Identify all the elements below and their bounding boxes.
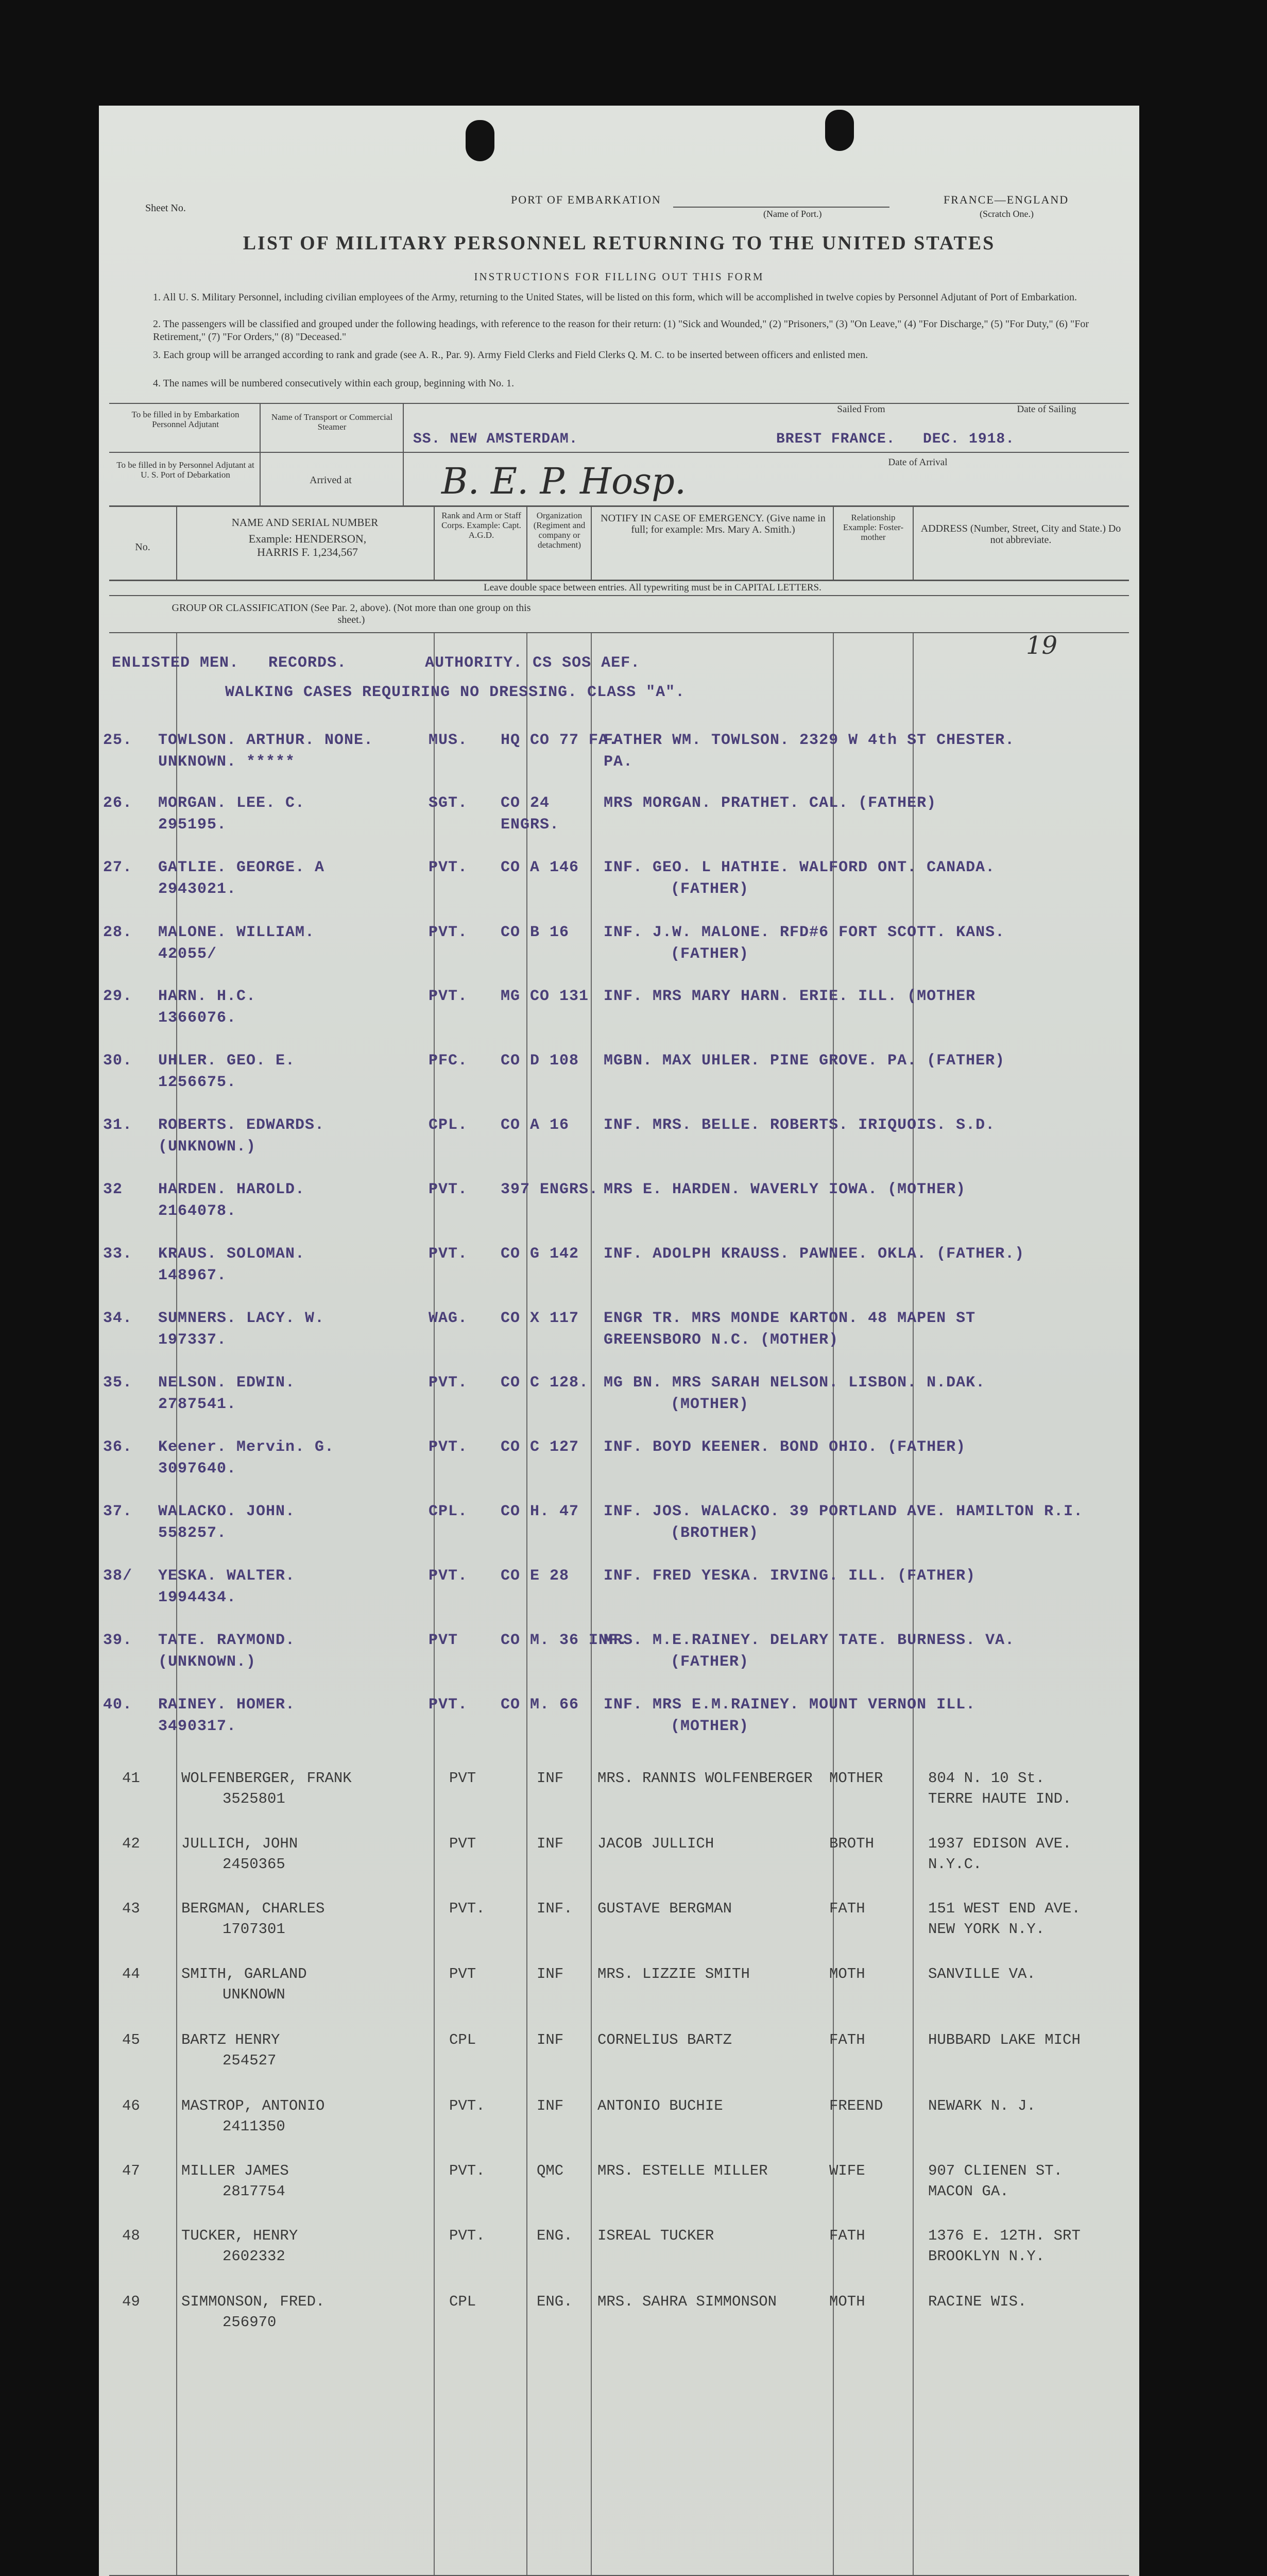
entry-org: CO G 142 bbox=[501, 1245, 579, 1263]
entry-notify-line2: (FATHER) bbox=[671, 945, 749, 963]
entry-rank: PVT. bbox=[429, 1374, 468, 1392]
entry-org: CO A 16 bbox=[501, 1116, 570, 1134]
entry-serial: 1994434. bbox=[158, 1589, 237, 1606]
entry-no: 27. bbox=[103, 859, 133, 876]
entry-org: CO C 128. bbox=[501, 1374, 589, 1392]
entry-address: 151 WEST END AVE. bbox=[928, 1900, 1081, 1917]
entry-notify: ENGR TR. MRS MONDE KARTON. 48 MAPEN ST bbox=[604, 1310, 976, 1327]
col-no: No. bbox=[135, 541, 150, 553]
entry-rank: PVT. bbox=[449, 1900, 485, 1917]
entry-notify: CORNELIUS BARTZ bbox=[597, 2031, 732, 2048]
entry-rank: PVT. bbox=[429, 859, 468, 876]
entry-notify-line2: (MOTHER) bbox=[671, 1718, 749, 1735]
entry-rank: PFC. bbox=[429, 1052, 468, 1070]
entry-no: 49 bbox=[122, 2293, 140, 2310]
entry-notify-line2: (FATHER) bbox=[671, 880, 749, 898]
filled-by-embarkation: To be filled in by Embarkation Personnel Adjutant bbox=[131, 410, 239, 429]
entry-no: 40. bbox=[103, 1696, 133, 1714]
group-top-rule bbox=[109, 595, 1129, 596]
entry-name: MALONE. WILLIAM. bbox=[158, 924, 315, 941]
voyage-div-1 bbox=[260, 403, 261, 506]
entry-notify: ANTONIO BUCHIE bbox=[597, 2097, 723, 2114]
transport-label: Name of Transport or Commercial Steamer bbox=[271, 412, 393, 432]
entry-address: 907 CLIENEN ST. bbox=[928, 2162, 1063, 2179]
entry-notify: MRS. RANNIS WOLFENBERGER bbox=[597, 1770, 813, 1787]
group-label: GROUP OR CLASSIFICATION (See Par. 2, above). (Not more than one group on this sheet.) bbox=[172, 602, 531, 625]
port-underline bbox=[673, 207, 889, 208]
entry-rank: MUS. bbox=[429, 732, 468, 749]
entry-name: RAINEY. HOMER. bbox=[158, 1696, 296, 1714]
col-notify: NOTIFY IN CASE OF EMERGENCY. (Give name in full; for example: Mrs. Mary A. Smith.) bbox=[601, 513, 826, 535]
port-label: PORT OF EMBARKATION bbox=[511, 193, 661, 206]
filled-by-debarkation: To be filled in by Personnel Adjutant at U. S. Port of Debarkation bbox=[116, 460, 254, 480]
entry-notify: MG BN. MRS SARAH NELSON. LISBON. N.DAK. bbox=[604, 1374, 986, 1392]
entry-org: CO C 127 bbox=[501, 1438, 579, 1456]
entry-name: GATLIE. GEORGE. A bbox=[158, 859, 325, 876]
entry-org: MG CO 131 bbox=[501, 988, 589, 1005]
entry-serial: 295195. bbox=[158, 816, 227, 834]
entry-org: CO X 117 bbox=[501, 1310, 579, 1327]
instruction-4: 4. The names will be numbered consecutively within each group, beginning with No. 1. bbox=[153, 378, 515, 389]
entry-serial: UNKNOWN bbox=[222, 1986, 285, 2003]
entry-relationship: FATH bbox=[829, 2227, 865, 2244]
transport-value: SS. NEW AMSTERDAM. bbox=[413, 431, 578, 447]
entry-name: HARN. H.C. bbox=[158, 988, 256, 1005]
entry-rank: WAG. bbox=[429, 1310, 468, 1327]
col-div-rel bbox=[913, 506, 914, 580]
entry-rank: PVT bbox=[429, 1632, 458, 1649]
col-rank: Rank and Arm or Staff Corps. Example: Capt. A.G.D. bbox=[441, 511, 521, 540]
entry-relationship: BROTH bbox=[829, 1835, 875, 1852]
instructions-heading: INSTRUCTIONS FOR FILLING OUT THIS FORM bbox=[474, 270, 764, 283]
entry-org: CO A 146 bbox=[501, 859, 579, 876]
entry-notify: INF. GEO. L HATHIE. WALFORD ONT. CANADA. bbox=[604, 859, 996, 876]
arrived-at-value: B. E. P. Hosp. bbox=[441, 460, 687, 502]
entry-rank: PVT. bbox=[449, 2227, 485, 2244]
col-name: NAME AND SERIAL NUMBER bbox=[231, 516, 379, 529]
entry-address: RACINE WIS. bbox=[928, 2293, 1027, 2310]
entry-no: 44 bbox=[122, 1965, 140, 1982]
entry-serial: 3097640. bbox=[158, 1460, 237, 1478]
voyage-div-2 bbox=[403, 403, 404, 506]
entry-serial: 2943021. bbox=[158, 880, 237, 898]
entry-org: INF bbox=[537, 1835, 564, 1852]
entry-serial: 2450365 bbox=[222, 1856, 285, 1873]
entry-org: CO M. 66 bbox=[501, 1696, 579, 1714]
entry-serial: 256970 bbox=[222, 2314, 277, 2331]
document-sheet bbox=[99, 106, 1139, 2576]
page-number: 19 bbox=[1026, 631, 1058, 660]
entry-name: HARDEN. HAROLD. bbox=[158, 1181, 305, 1198]
entry-rank: PVT. bbox=[429, 1245, 468, 1263]
entry-org: ENG. bbox=[537, 2227, 573, 2244]
entry-name: SUMNERS. LACY. W. bbox=[158, 1310, 325, 1327]
entry-no: 48 bbox=[122, 2227, 140, 2244]
entry-no: 25. bbox=[103, 732, 133, 749]
entry-notify: INF. MRS MARY HARN. ERIE. ILL. (MOTHER bbox=[604, 988, 976, 1005]
entry-org: CO 24 bbox=[501, 794, 550, 812]
body-div-org bbox=[591, 633, 592, 2575]
entry-name: KRAUS. SOLOMAN. bbox=[158, 1245, 305, 1263]
port-name-hint: (Name of Port.) bbox=[763, 209, 822, 219]
entry-notify: MGBN. MAX UHLER. PINE GROVE. PA. (FATHER) bbox=[604, 1052, 1005, 1070]
entry-name: JULLICH, JOHN bbox=[181, 1835, 298, 1852]
entry-no: 26. bbox=[103, 794, 133, 812]
entry-no: 37. bbox=[103, 1503, 133, 1520]
entry-serial: (UNKNOWN.) bbox=[158, 1138, 256, 1156]
entry-rank: PVT. bbox=[449, 2162, 485, 2179]
instruction-1: 1. All U. S. Military Personnel, including civilian employees of the Army, returning to the United States, will be listed on this form, which will be accomplished in twelve copies by Personnel Adjutant of Port of Embarkation. bbox=[153, 292, 1077, 303]
entry-no: 32 bbox=[103, 1181, 123, 1198]
date-sailing-label: Date of Sailing bbox=[1017, 404, 1076, 415]
entry-org-line2: ENGRS. bbox=[501, 816, 560, 834]
entry-rank: CPL bbox=[449, 2293, 476, 2310]
col-div-no bbox=[176, 506, 177, 580]
entry-address: 804 N. 10 St. bbox=[928, 1770, 1045, 1787]
entry-name: Keener. Mervin. G. bbox=[158, 1438, 335, 1456]
columns-bottom-rule bbox=[109, 580, 1129, 581]
entry-name: NELSON. EDWIN. bbox=[158, 1374, 296, 1392]
date-arrival-label: Date of Arrival bbox=[888, 457, 948, 468]
entry-notify: MRS. ESTELLE MILLER bbox=[597, 2162, 768, 2179]
entry-name: YESKA. WALTER. bbox=[158, 1567, 296, 1585]
entry-serial: 254527 bbox=[222, 2052, 277, 2069]
entry-org: INF bbox=[537, 2031, 564, 2048]
entry-serial: 2411350 bbox=[222, 2118, 285, 2135]
entry-no: 45 bbox=[122, 2031, 140, 2048]
punch-hole-left bbox=[466, 120, 494, 161]
entry-relationship: MOTHER bbox=[829, 1770, 883, 1787]
entry-relationship: FATH bbox=[829, 1900, 865, 1917]
entry-rank: PVT bbox=[449, 1770, 476, 1787]
entry-notify: FATHER WM. TOWLSON. 2329 W 4th ST CHESTER. bbox=[604, 732, 1015, 749]
sailed-from-label: Sailed From bbox=[837, 404, 885, 415]
group-line-1: ENLISTED MEN. RECORDS. AUTHORITY. CS SOS AEF. bbox=[112, 654, 641, 672]
col-org: Organization (Regiment and company or detachment) bbox=[533, 511, 586, 550]
entry-notify: MRS E. HARDEN. WAVERLY IOWA. (MOTHER) bbox=[604, 1181, 966, 1198]
voyage-top-rule bbox=[109, 403, 1129, 404]
entry-serial: UNKNOWN. ***** bbox=[158, 753, 296, 771]
instruction-3: 3. Each group will be arranged according to rank and grade (see A. R., Par. 9). Army Field Clerks and Field Clerks Q. M. C. to be inserted between officers and enlisted men. bbox=[153, 349, 868, 361]
entry-name: TOWLSON. ARTHUR. NONE. bbox=[158, 732, 374, 749]
sheet-no-label: Sheet No. bbox=[145, 202, 186, 214]
entry-name: MASTROP, ANTONIO bbox=[181, 2097, 325, 2114]
entry-no: 38/ bbox=[103, 1567, 133, 1585]
entry-address-line2: MACON GA. bbox=[928, 2183, 1009, 2200]
entry-no: 33. bbox=[103, 1245, 133, 1263]
entry-serial: 1707301 bbox=[222, 1921, 285, 1938]
entry-rank: PVT bbox=[449, 1965, 476, 1982]
entry-no: 41 bbox=[122, 1770, 140, 1787]
entry-no: 31. bbox=[103, 1116, 133, 1134]
entry-notify: MRS MORGAN. PRATHET. CAL. (FATHER) bbox=[604, 794, 937, 812]
entry-no: 42 bbox=[122, 1835, 140, 1852]
entry-org: CO E 28 bbox=[501, 1567, 570, 1585]
entry-rank: CPL. bbox=[429, 1503, 468, 1520]
entry-address-line2: TERRE HAUTE IND. bbox=[928, 1790, 1072, 1807]
entry-notify-line2: (BROTHER) bbox=[671, 1524, 759, 1542]
entry-no: 43 bbox=[122, 1900, 140, 1917]
entry-org: INF bbox=[537, 1770, 564, 1787]
entry-name: MORGAN. LEE. C. bbox=[158, 794, 305, 812]
entry-notify: INF. ADOLPH KRAUSS. PAWNEE. OKLA. (FATHER.) bbox=[604, 1245, 1025, 1263]
arrived-at-label: Arrived at bbox=[310, 474, 352, 486]
entry-name: TUCKER, HENRY bbox=[181, 2227, 298, 2244]
entry-name: UHLER. GEO. E. bbox=[158, 1052, 296, 1070]
entry-relationship: FATH bbox=[829, 2031, 865, 2048]
entry-relationship: MOTH bbox=[829, 1965, 865, 1982]
entry-rank: PVT. bbox=[429, 1696, 468, 1714]
entry-no: 36. bbox=[103, 1438, 133, 1456]
entry-notify: INF. MRS. BELLE. ROBERTS. IRIQUOIS. S.D. bbox=[604, 1116, 996, 1134]
entry-rank: PVT. bbox=[429, 1567, 468, 1585]
entry-notify: INF. BOYD KEENER. BOND OHIO. (FATHER) bbox=[604, 1438, 966, 1456]
entry-address: NEWARK N. J. bbox=[928, 2097, 1036, 2114]
route-label: FRANCE—ENGLAND bbox=[944, 193, 1069, 206]
entry-relationship: FREEND bbox=[829, 2097, 883, 2114]
entry-rank: SGT. bbox=[429, 794, 468, 812]
columns-note: Leave double space between entries. All typewriting must be in CAPITAL LETTERS. bbox=[484, 582, 821, 593]
entry-org: INF bbox=[537, 2097, 564, 2114]
entry-serial: 3525801 bbox=[222, 1790, 285, 1807]
entry-notify: MRS. LIZZIE SMITH bbox=[597, 1965, 750, 1982]
entry-notify-line2: PA. bbox=[604, 753, 634, 771]
entry-address: 1376 E. 12TH. SRT bbox=[928, 2227, 1081, 2244]
form-title: LIST OF MILITARY PERSONNEL RETURNING TO THE UNITED STATES bbox=[243, 232, 996, 254]
entry-rank: PVT. bbox=[449, 2097, 485, 2114]
col-div-notify bbox=[833, 506, 834, 580]
entry-org: HQ CO 77 FA. bbox=[501, 732, 619, 749]
entry-name: WALACKO. JOHN. bbox=[158, 1503, 296, 1520]
entry-serial: 197337. bbox=[158, 1331, 227, 1349]
col-div-org bbox=[591, 506, 592, 580]
entry-rank: CPL bbox=[449, 2031, 476, 2048]
col-address: ADDRESS (Number, Street, City and State.) Do not abbreviate. bbox=[920, 523, 1121, 546]
entry-org: INF bbox=[537, 1965, 564, 1982]
entry-address-line2: BROOKLYN N.Y. bbox=[928, 2248, 1045, 2265]
entry-no: 30. bbox=[103, 1052, 133, 1070]
entry-serial: 2602332 bbox=[222, 2248, 285, 2265]
entry-rank: CPL. bbox=[429, 1116, 468, 1134]
entry-notify: GUSTAVE BERGMAN bbox=[597, 1900, 732, 1917]
entry-name: TATE. RAYMOND. bbox=[158, 1632, 296, 1649]
col-name-example: Example: HENDERSON, HARRIS F. 1,234,567 bbox=[248, 532, 367, 558]
entry-no: 29. bbox=[103, 988, 133, 1005]
entry-address: SANVILLE VA. bbox=[928, 1965, 1036, 1982]
entry-notify-line2: (FATHER) bbox=[671, 1653, 749, 1671]
entry-serial: 42055/ bbox=[158, 945, 217, 963]
entry-notify: INF. J.W. MALONE. RFD#6 FORT SCOTT. KANS. bbox=[604, 924, 1005, 941]
entry-notify: ISREAL TUCKER bbox=[597, 2227, 714, 2244]
entry-serial: 2817754 bbox=[222, 2183, 285, 2200]
entry-no: 34. bbox=[103, 1310, 133, 1327]
entry-name: WOLFENBERGER, FRANK bbox=[181, 1770, 352, 1787]
entry-rank: PVT. bbox=[429, 924, 468, 941]
entry-notify: INF. MRS E.M.RAINEY. MOUNT VERNON ILL. bbox=[604, 1696, 976, 1714]
entry-rank: PVT. bbox=[429, 1438, 468, 1456]
entry-rank: PVT. bbox=[429, 988, 468, 1005]
entry-no: 35. bbox=[103, 1374, 133, 1392]
entry-serial: 1366076. bbox=[158, 1009, 237, 1027]
entry-org: QMC bbox=[537, 2162, 564, 2179]
entry-notify: MRS. SAHRA SIMMONSON bbox=[597, 2293, 777, 2310]
entry-notify-line2: (MOTHER) bbox=[671, 1396, 749, 1413]
entry-name: SIMMONSON, FRED. bbox=[181, 2293, 325, 2310]
col-div-name bbox=[434, 506, 435, 580]
entry-address-line2: NEW YORK N.Y. bbox=[928, 1921, 1045, 1938]
entry-no: 47 bbox=[122, 2162, 140, 2179]
group-line-2: WALKING CASES REQUIRING NO DRESSING. CLASS "A". bbox=[225, 684, 686, 701]
date-sailing-value: DEC. 1918. bbox=[923, 431, 1015, 447]
entry-address: HUBBARD LAKE MICH bbox=[928, 2031, 1081, 2048]
entry-notify: INF. FRED YESKA. IRVING. ILL. (FATHER) bbox=[604, 1567, 976, 1585]
entry-serial: 2787541. bbox=[158, 1396, 237, 1413]
entry-notify: MRS. M.E.RAINEY. DELARY TATE. BURNESS. VA. bbox=[604, 1632, 1015, 1649]
voyage-bottom-rule bbox=[109, 505, 1129, 507]
entry-no: 39. bbox=[103, 1632, 133, 1649]
sailed-from-value: BREST FRANCE. bbox=[776, 431, 896, 447]
entry-notify: JACOB JULLICH bbox=[597, 1835, 714, 1852]
punch-hole-right bbox=[825, 110, 854, 151]
voyage-mid-rule bbox=[109, 452, 1129, 453]
entry-serial: (UNKNOWN.) bbox=[158, 1653, 256, 1671]
entry-serial: 148967. bbox=[158, 1267, 227, 1284]
instruction-2: 2. The passengers will be classified and grouped under the following headings, with reference to the reason for their return: (1) "Sick and Wounded," (2) "Prisoners," (3) "On Leave," (4) "For Discharge," (5) "For Duty," (6) "For Retirement," (7) "For Orders," (8) "Deceased." bbox=[153, 318, 1089, 343]
entry-name: MILLER JAMES bbox=[181, 2162, 289, 2179]
entry-notify: INF. JOS. WALACKO. 39 PORTLAND AVE. HAMILTON R.I. bbox=[604, 1503, 1084, 1520]
entry-serial: 3490317. bbox=[158, 1718, 237, 1735]
group-bottom-rule bbox=[109, 632, 1129, 633]
entry-serial: 558257. bbox=[158, 1524, 227, 1542]
col-relationship: Relationship Example: Foster-mother bbox=[843, 513, 904, 542]
entry-address: 1937 EDISON AVE. bbox=[928, 1835, 1072, 1852]
col-div-rank bbox=[526, 506, 527, 580]
entry-relationship: MOTH bbox=[829, 2293, 865, 2310]
entry-rank: PVT. bbox=[429, 1181, 468, 1198]
entry-serial: 1256675. bbox=[158, 1074, 237, 1091]
entry-name: BERGMAN, CHARLES bbox=[181, 1900, 325, 1917]
route-hint: (Scratch One.) bbox=[980, 209, 1034, 219]
entry-org: INF. bbox=[537, 1900, 573, 1917]
entry-org: CO D 108 bbox=[501, 1052, 579, 1070]
entry-org: ENG. bbox=[537, 2293, 573, 2310]
entry-org: 397 ENGRS. bbox=[501, 1181, 599, 1198]
entry-name: BARTZ HENRY bbox=[181, 2031, 280, 2048]
entry-relationship: WIFE bbox=[829, 2162, 865, 2179]
entry-rank: PVT bbox=[449, 1835, 476, 1852]
entry-address-line2: N.Y.C. bbox=[928, 1856, 982, 1873]
entry-notify-line2: GREENSBORO N.C. (MOTHER) bbox=[604, 1331, 839, 1349]
entry-name: SMITH, GARLAND bbox=[181, 1965, 307, 1982]
entry-org: CO H. 47 bbox=[501, 1503, 579, 1520]
entry-serial: 2164078. bbox=[158, 1202, 237, 1220]
entry-org: CO B 16 bbox=[501, 924, 570, 941]
entry-no: 46 bbox=[122, 2097, 140, 2114]
entry-no: 28. bbox=[103, 924, 133, 941]
entry-name: ROBERTS. EDWARDS. bbox=[158, 1116, 325, 1134]
entry-org: CO M. 36 INF. bbox=[501, 1632, 628, 1649]
